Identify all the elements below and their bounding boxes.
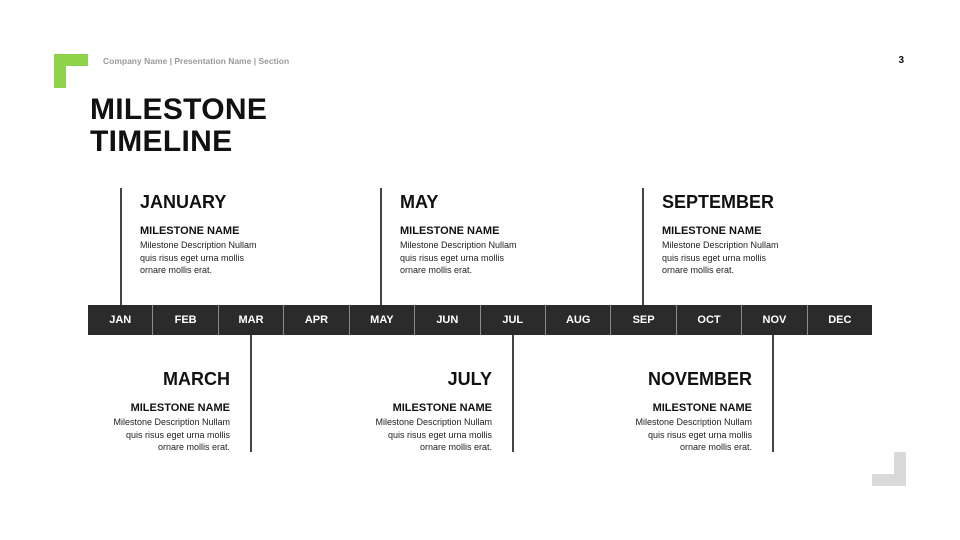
milestone-month: JULY <box>447 369 492 389</box>
month-bar <box>88 305 872 335</box>
milestone-month: SEPTEMBER <box>662 192 775 212</box>
month-cell: JUL <box>481 305 546 335</box>
milestone-september <box>662 192 812 277</box>
milestone-description: Milestone Description Nullam quis risus eget urna mollis ornare mollis erat. <box>140 240 257 275</box>
page-title: MILESTONE TIMELINE <box>90 93 268 158</box>
milestone-name: MILESTONE NAME <box>662 225 762 237</box>
month-cell: OCT <box>677 305 742 335</box>
month-cell: MAR <box>219 305 284 335</box>
milestone-name: MILESTONE NAME <box>130 402 230 414</box>
page-number: 3 <box>898 55 904 66</box>
milestone-may <box>400 192 550 277</box>
connector-november <box>772 335 774 452</box>
connector-july <box>512 335 514 452</box>
corner-accent-top-left <box>54 54 88 88</box>
month-cell: DEC <box>828 314 852 326</box>
milestone-july <box>342 369 492 454</box>
milestone-name: MILESTONE NAME <box>140 225 240 237</box>
milestone-month: MAY <box>400 192 439 212</box>
month-cell: SEP <box>611 305 676 335</box>
month-cell: JAN <box>88 305 153 335</box>
breadcrumb: Company Name | Presentation Name | Section <box>103 56 290 66</box>
milestone-description: Milestone Description Nullam quis risus eget urna mollis ornare mollis erat. <box>635 417 752 452</box>
connector-may <box>380 188 382 305</box>
corner-accent-bottom-right <box>872 452 906 486</box>
month-cell: MAY <box>350 305 415 335</box>
milestone-march <box>80 369 230 454</box>
month-cell: AUG <box>546 305 611 335</box>
connector-march <box>250 335 252 452</box>
milestone-month: NOVEMBER <box>647 369 752 389</box>
milestone-description: Milestone Description Nullam quis risus eget urna mollis ornare mollis erat. <box>113 417 230 452</box>
milestone-name: MILESTONE NAME <box>652 402 752 414</box>
month-cell: NOV <box>742 305 807 335</box>
month-cell: APR <box>284 305 349 335</box>
milestone-month: MARCH <box>163 369 230 389</box>
month-cell: FEB <box>153 305 218 335</box>
month-cell: JUN <box>415 305 480 335</box>
milestone-name: MILESTONE NAME <box>392 402 492 414</box>
connector-january <box>120 188 122 305</box>
connector-september <box>642 188 644 305</box>
milestone-name: MILESTONE NAME <box>400 225 500 237</box>
milestone-description: Milestone Description Nullam quis risus eget urna mollis ornare mollis erat. <box>375 417 492 452</box>
milestone-november <box>602 369 752 454</box>
milestone-january <box>140 192 290 277</box>
milestone-description: Milestone Description Nullam quis risus eget urna mollis ornare mollis erat. <box>662 240 779 275</box>
milestone-description: Milestone Description Nullam quis risus eget urna mollis ornare mollis erat. <box>400 240 517 275</box>
milestone-month: JANUARY <box>140 192 227 212</box>
